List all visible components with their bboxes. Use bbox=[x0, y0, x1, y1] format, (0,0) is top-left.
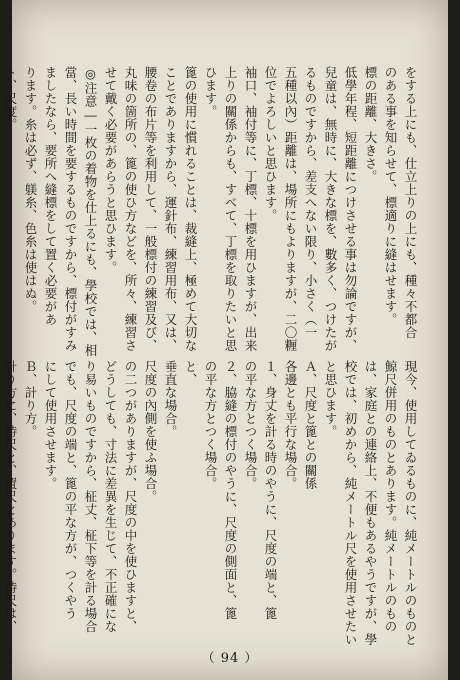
text-column: ２、脇縫の標付のやうに、尺度の側面と、篦 bbox=[223, 360, 238, 620]
text-column: の平な方とつく場合。 bbox=[243, 360, 258, 490]
text-column: 校では、初めから、純メートル尺を使用させたい bbox=[343, 360, 358, 646]
page-number: （ 94 ） bbox=[201, 651, 259, 666]
text-column: 鯨尺併用のものとあります。純メートルのもの bbox=[383, 360, 398, 633]
text-column: でも、尺度の端と、篦の平な方が、つくやう bbox=[63, 360, 78, 620]
text-column: ト、尺度。 bbox=[3, 66, 18, 131]
text-column: の二つがありますが、尺度の中を使ひますと、 bbox=[123, 360, 138, 633]
text-column: 腰卷の布片等を利用して、一般標付の練習及び、 bbox=[143, 66, 158, 352]
text-column: せて戴く必要があらうと思ひます。 bbox=[103, 66, 118, 274]
text-column: 位でよろしいと思ひます。 bbox=[263, 66, 278, 222]
text-column: ひます。 bbox=[203, 66, 218, 118]
text-column: 尺度の內側を使ふ場合。 bbox=[143, 360, 158, 503]
text-column: の平な方とつく場合。 bbox=[203, 360, 218, 490]
text-column: のある事を知らせて、標適りに縫はせます。 bbox=[383, 66, 398, 326]
text-column: 計り方に、持尺と、置尺とあります。持尺は、 bbox=[3, 360, 18, 633]
section-heading: Ａ、尺度と篦との關係 bbox=[303, 360, 318, 490]
lower-text-block bbox=[0, 360, 420, 646]
text-column: るものですから、差支へない限り、小さく（一 bbox=[303, 66, 318, 339]
text-column: 標の距離、大きさ。 bbox=[363, 66, 378, 183]
text-column: 現今、使用してゐるものに、純メートルのものと bbox=[403, 360, 418, 646]
section-heading: Ｂ、計り方。 bbox=[23, 360, 38, 438]
text-column: 袖口、袖付等に、丁標、十標を用ひますが、出来 bbox=[243, 66, 258, 352]
text-column: と、 bbox=[183, 360, 198, 386]
text-column: 垂直な場合。 bbox=[163, 360, 178, 438]
text-column: り易いものですから、柾丈、柾下等を計る場合 bbox=[83, 360, 98, 633]
text-column: をする上にも、仕立上りの上にも、種々不都合 bbox=[403, 66, 418, 339]
text-column: 低學年程、短距離につけさせる事は勿論ですが、 bbox=[343, 66, 358, 352]
text-column: 篦の使用に慣れることは、裁縫上、極めて大切な bbox=[183, 66, 198, 352]
text-column: と思ひます。 bbox=[323, 360, 338, 438]
text-column: 丸味の箇所の、篦の使ひ方などを、所々、練習さ bbox=[123, 66, 138, 352]
text-column: １、身丈を計る時のやうに、尺度の端と、篦 bbox=[263, 360, 278, 620]
text-column: ましたなら、要所へ縫標をして置く必要があ bbox=[43, 66, 58, 326]
text-column: どうしても、寸法に差異を生じて、不正確にな bbox=[103, 360, 118, 633]
text-column: 五種以內）距離は、場所にもよりますが、二〇糎 bbox=[283, 66, 298, 352]
text-column: 各邊とも平行な場合。 bbox=[283, 360, 298, 490]
text-column: ◎注意―一枚の着物を仕上るにも、學校では、相 bbox=[83, 66, 98, 357]
text-column: 當、長い時間を要するものですから、標付がすみ bbox=[63, 66, 78, 352]
text-column: ります。糸は必ず、躾糸、色糸は使はぬ。 bbox=[23, 66, 38, 313]
upper-text-block bbox=[0, 66, 420, 357]
text-column: 上りの關係からも、すべて、丁標を取りたいと思 bbox=[223, 66, 238, 352]
text-column: は、家庭との連絡上、不便もあるやうですが、學 bbox=[363, 360, 378, 646]
text-column: にして使用させます。 bbox=[43, 360, 58, 490]
text-column: ことでありますから、運針布、練習用布、又は、 bbox=[163, 66, 178, 352]
document-page bbox=[3, 0, 448, 680]
text-column: 兒童は、無時に、大きな標を、數多く、つけたが bbox=[323, 66, 338, 352]
